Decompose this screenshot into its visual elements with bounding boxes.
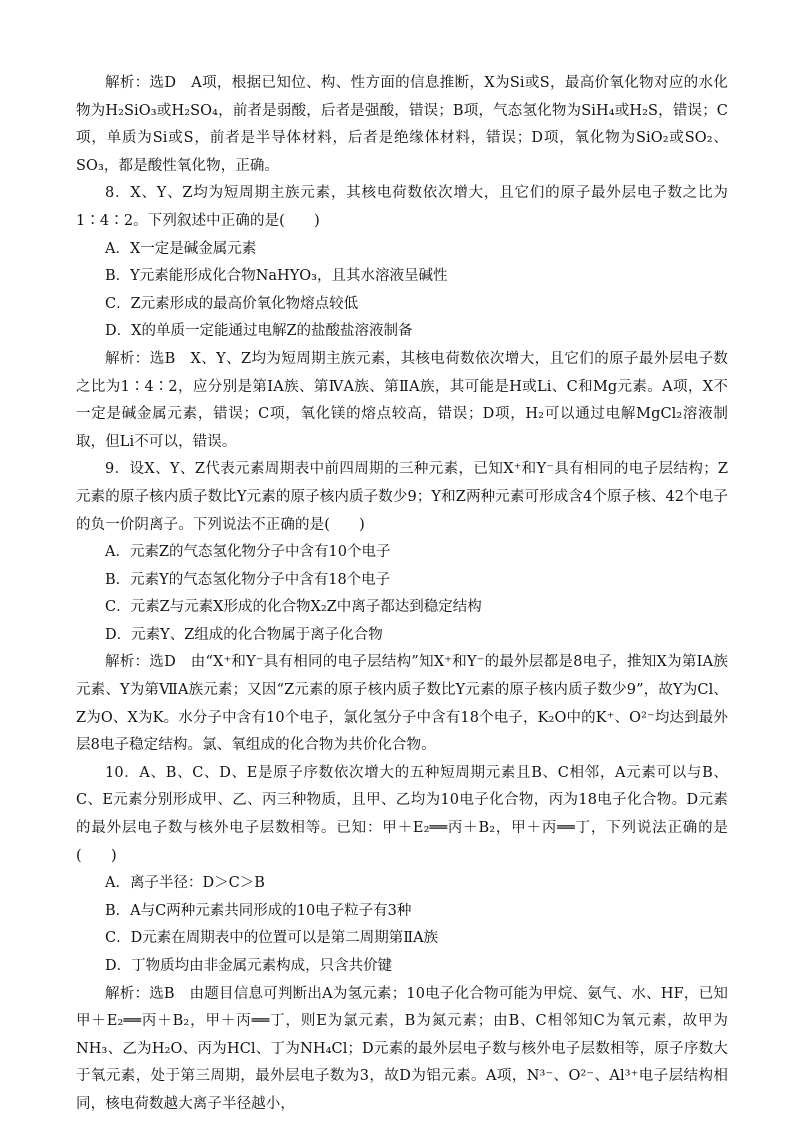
q8-stem: 8．X、Y、Z均为短周期主族元素，其核电荷数依次增大，且它们的原子最外层电子数之比为1∶4∶2。下列叙述中正确的是( ) [76,185,728,229]
q8-option-d: D．X的单质一定能通过电解Z的盐酸盐溶液制备 [105,323,413,340]
q10-option-d: D．丁物质均由非金属元素构成，只含共价键 [105,958,393,974]
q8-option-a: A．X一定是碱金属元素 [105,240,257,257]
q9-analysis: 解析：选D 由“X⁺和Y⁻具有相同的电子层结构”知X⁺和Y⁻的最外层都是8电子，推知X为第ⅠA族元素、Y为第ⅦA族元素；又因“Z元素的原子核内质子数比Y元素的原子核内质子数少9”，故Y为Cl、Z为O、X为K。水分子中含有10个电子，氯化氢分子中含有18个电子，K₂O中的K⁺、O²⁻均达到最外层8电子稳定结构。氯、氧组成的化合物为共价化合物。 [76,654,728,754]
q9-stem: 9．设X、Y、Z代表元素周期表中前四周期的三种元素，已知X⁺和Y⁻具有相同的电子层结构；Z元素的原子核内质子数比Y元素的原子核内质子数少9；Y和Z两种元素可形成含4个原子核、42个电子的负一价阴离子。下列说法不正确的是( ) [76,461,728,533]
q8-option-b: B．Y元素能形成化合物NaHYO₃，且其水溶液呈碱性 [105,268,448,285]
q10-option-c: C．D元素在周期表中的位置可以是第二周期第ⅡA族 [105,930,439,947]
q10-option-b: B．A与C两种元素共同形成的10电子粒子有3种 [105,902,412,919]
q10-stem: 10．A、B、C、D、E是原子序数依次增大的五种短周期元素且B、C相邻，A元素可以与B、C、E元素分别形成甲、乙、丙三种物质，且甲、乙均为10电子化合物，丙为18电子化合物。D元素的最外层电子数与核外电子层数相等。已知：甲＋E₂══丙＋B₂，甲＋丙══丁，下列说法正确的是( ) [76,764,728,864]
q9-option-b: B．元素Y的气态氢化物分子中含有18个电子 [105,571,391,588]
q10-analysis: 解析：选B 由题目信息可判断出A为氢元素；10电子化合物可能为甲烷、氨气、水、HF，已知甲＋E₂══丙＋B₂，甲＋丙══丁，则E为氯元素，B为氮元素；由B、C相邻知C为氧元素，故甲为NH₃、乙为H₂O、丙为HCl、丁为NH₄Cl；D元素的最外层电子数与核外电子层数相等，原子序数大于氧元素，处于第三周期，最外层电子数为3，故D为铝元素。A项，N³⁻、O²⁻、Al³⁺电子层结构相同，核电荷数越大离子半径越小， [76,985,728,1112]
q7-analysis: 解析：选D A项，根据已知位、构、性方面的信息推断，X为Si或S，最高价氧化物对应的水化物为H₂SiO₃或H₂SO₄，前者是弱酸，后者是强酸，错误；B项，气态氢化物为SiH₄或H₂S，错误；C项，单质为Si或S，前者是半导体材料，后者是绝缘体材料，错误；D项，氧化物为SiO₂或SO₂、SO₃，都是酸性氧化物，正确。 [76,75,728,174]
q9-option-a: A．元素Z的气态氢化物分子中含有10个电子 [105,544,391,561]
q9-option-d: D．元素Y、Z组成的化合物属于离子化合物 [105,626,383,643]
q9-option-c: C．元素Z与元素X形成的化合物X₂Z中离子都达到稳定结构 [105,599,482,616]
q8-analysis: 解析：选B X、Y、Z均为短周期主族元素，其核电荷数依次增大，且它们的原子最外层电子数之比为1∶4∶2，应分别是第ⅠA族、第ⅣA族、第ⅡA族，其可能是H或Li、C和Mg元素。A项，X不一定是碱金属元素，错误；C项，氧化镁的熔点较高，错误；D项，H₂可以通过电解MgCl₂溶液制取，但Li不可以，错误。 [76,350,728,450]
q10-option-a: A．离子半径：D＞C＞B [105,875,265,892]
document-page [76,70,728,1119]
q8-option-c: C．Z元素形成的最高价氧化物熔点较低 [105,295,359,312]
